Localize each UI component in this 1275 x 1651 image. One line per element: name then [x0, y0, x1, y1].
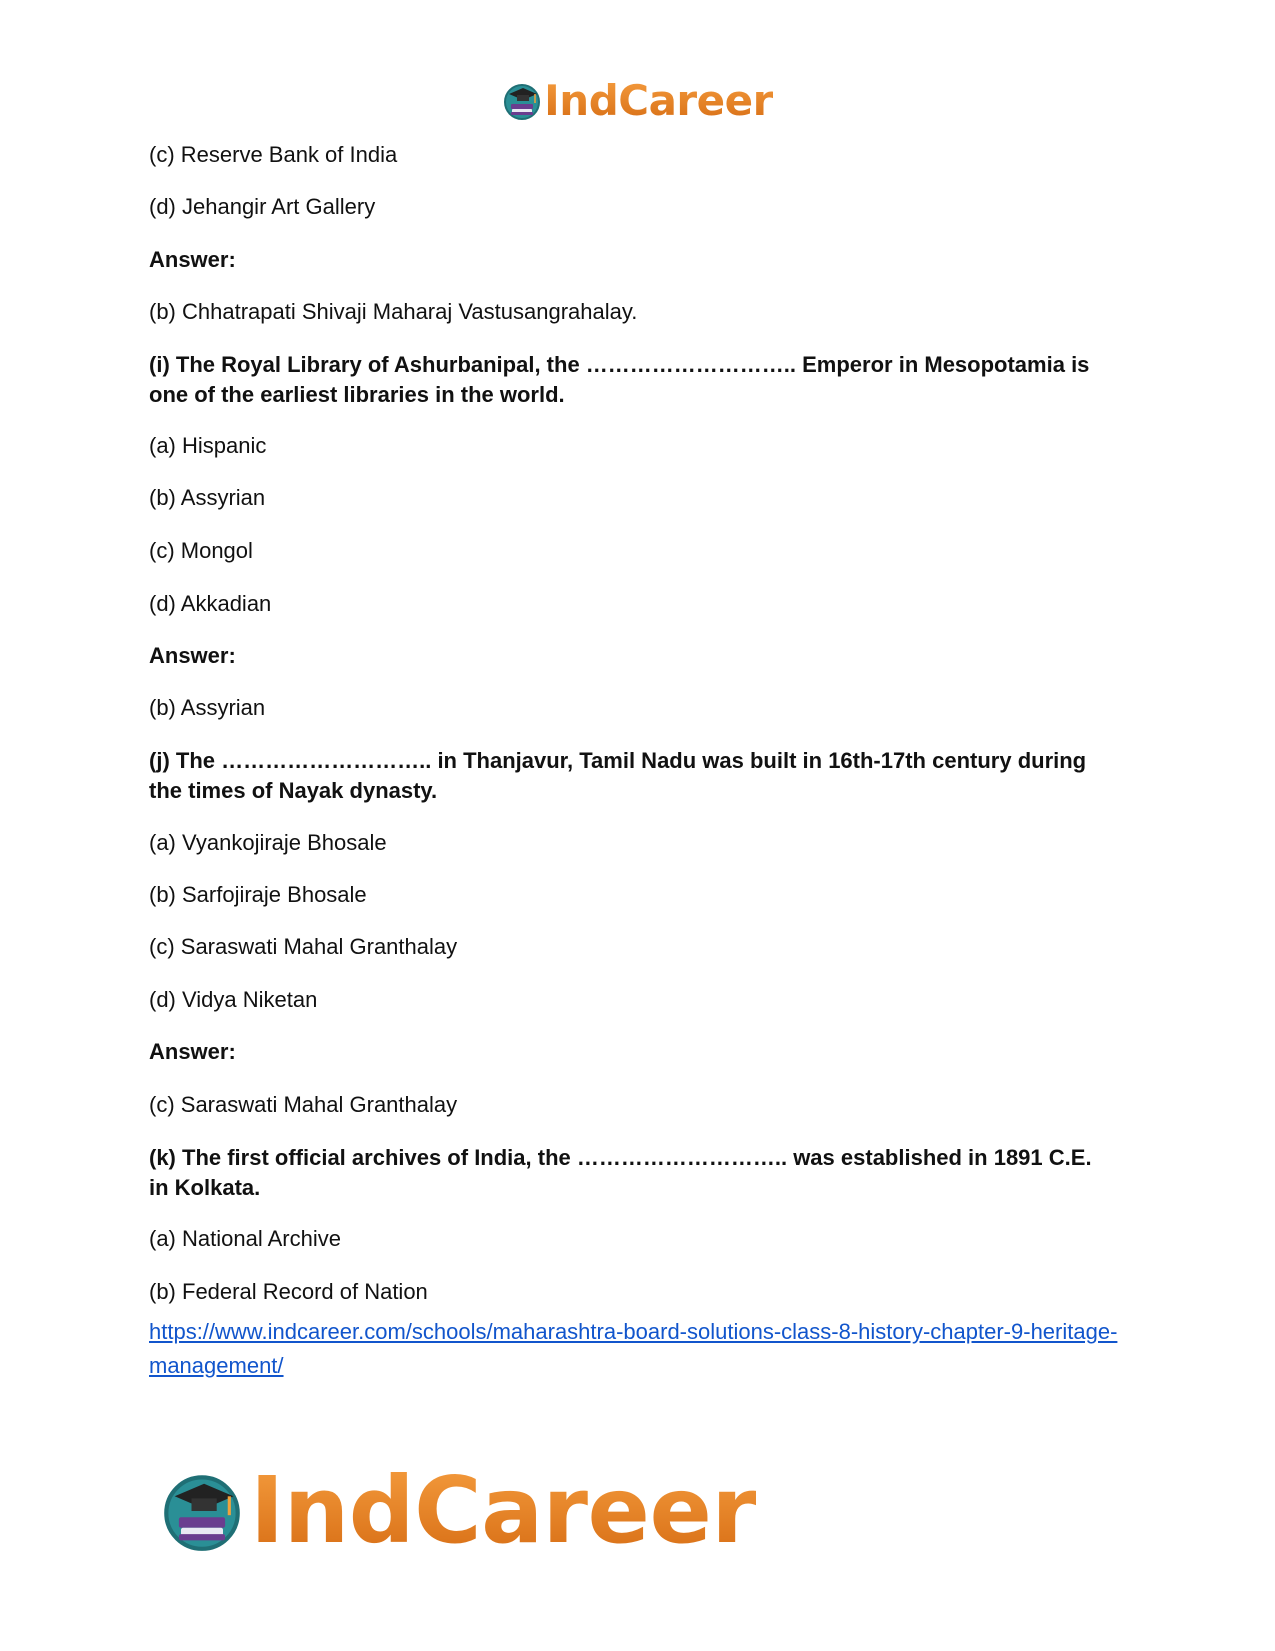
footer-logo	[160, 1457, 757, 1564]
question-j: (j) The ……………………….. in Thanjavur, Tamil Nadu was built in 16th-17th century during the times of Nayak dynasty.	[149, 748, 1087, 803]
graduation-cap-globe-books-icon	[502, 81, 542, 121]
header-logo	[0, 76, 1275, 125]
answer-label: Answer:	[149, 643, 236, 668]
answer-label: Answer:	[149, 1039, 236, 1064]
brand-wordmark: IndCareer	[250, 1457, 757, 1564]
option-a-text: (a) Hispanic	[149, 433, 267, 458]
graduation-cap-globe-books-icon	[160, 1469, 244, 1553]
option-d-text: (d) Jehangir Art Gallery	[149, 194, 376, 219]
option-b-text: (b) Federal Record of Nation	[149, 1279, 428, 1304]
question-k: (k) The first official archives of India, the ……………………….. was established in 1891 C.E. in Kolkata.	[149, 1145, 1092, 1200]
option-c-text: (c) Mongol	[149, 538, 253, 563]
answer-text: (b) Chhatrapati Shivaji Maharaj Vastusangrahalay.	[149, 299, 638, 324]
brand-wordmark: IndCareer	[544, 76, 773, 125]
answer-text: (c) Saraswati Mahal Granthalay	[149, 1092, 458, 1117]
question-i: (i) The Royal Library of Ashurbanipal, the ……………………….. Emperor in Mesopotamia is one of the earliest libraries in the world.	[149, 352, 1090, 407]
answer-text: (b) Assyrian	[149, 695, 266, 720]
option-d-text: (d) Akkadian	[149, 591, 272, 616]
option-b-text: (b) Sarfojiraje Bhosale	[149, 882, 367, 907]
option-d-text: (d) Vidya Niketan	[149, 987, 318, 1012]
option-c-text: (c) Saraswati Mahal Granthalay	[149, 934, 458, 959]
option-a-text: (a) Vyankojiraje Bhosale	[149, 830, 387, 855]
source-link[interactable]: https://www.indcareer.com/schools/maharashtra-board-solutions-class-8-history-chapter-9-heritage-management/	[149, 1319, 1118, 1378]
option-a-text: (a) National Archive	[149, 1226, 341, 1251]
brand-logo	[160, 1457, 757, 1564]
answer-label: Answer:	[149, 247, 236, 272]
option-b-text: (b) Assyrian	[149, 485, 266, 510]
brand-logo	[502, 76, 773, 125]
option-c-text: (c) Reserve Bank of India	[149, 142, 398, 167]
